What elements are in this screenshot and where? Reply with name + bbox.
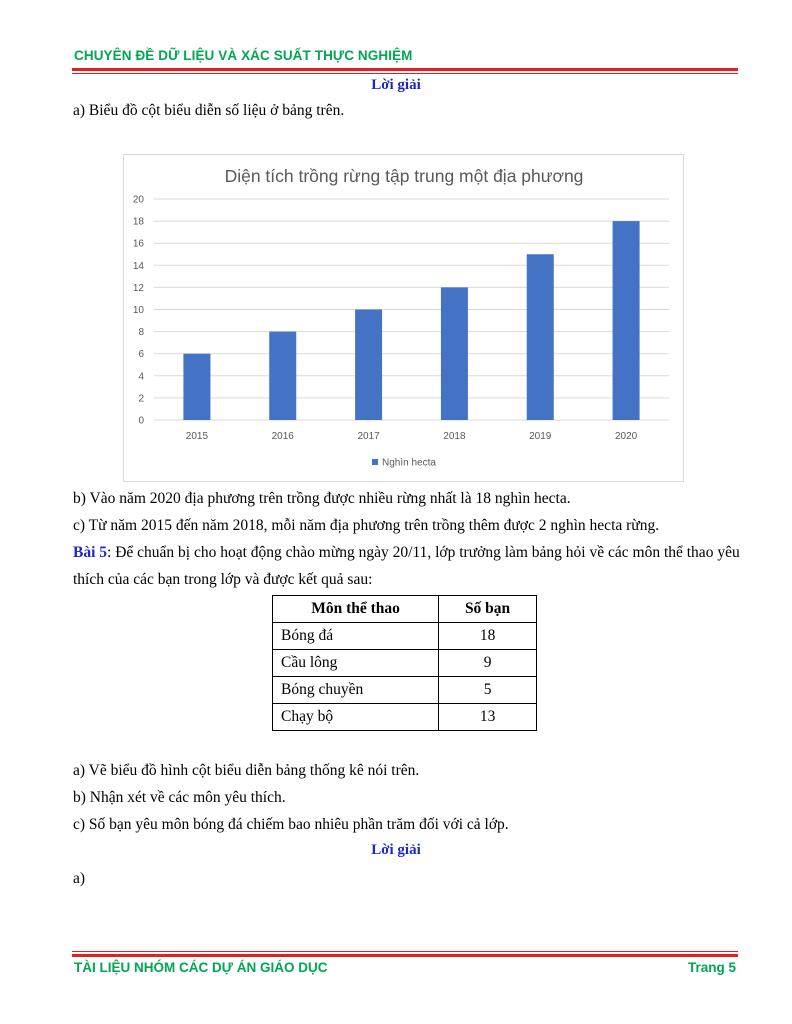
legend-label: Nghìn hecta xyxy=(382,457,436,469)
footer-rule-thick xyxy=(72,954,738,957)
x-tick-label: 2018 xyxy=(443,431,466,442)
bar xyxy=(613,221,640,420)
y-tick-label: 14 xyxy=(132,260,144,272)
header-title: CHUYÊN ĐỀ DỮ LIỆU VÀ XÁC SUẤT THỰC NGHIỆM xyxy=(74,48,413,63)
bai5-line1-text: : Để chuẩn bị cho hoạt động chào mừng ngày 20/11, lớp trưởng làm bảng hỏi về các môn thể thao yêu xyxy=(107,544,740,561)
header-rule-thin xyxy=(72,73,738,74)
bai5-question-a: a) Vẽ biểu đồ hình cột biểu diễn bảng thống kê nói trên. xyxy=(73,762,420,779)
bar xyxy=(527,254,554,420)
legend-swatch xyxy=(372,459,378,465)
y-tick-label: 10 xyxy=(132,305,144,316)
footer-page-number: Trang 5 xyxy=(687,960,736,975)
bai5-label: Bài 5 xyxy=(73,544,108,561)
table-header-row xyxy=(273,596,537,623)
bai5-intro-line2: thích của các bạn trong lớp và được kết quả sau: xyxy=(73,571,373,588)
x-tick-label: 2019 xyxy=(529,431,552,442)
table-row xyxy=(273,704,537,731)
table-row xyxy=(273,677,537,704)
y-tick-label: 6 xyxy=(138,349,144,361)
y-tick-label: 0 xyxy=(138,415,144,427)
chart-y-ticks xyxy=(133,195,145,427)
footer-rule-thin xyxy=(72,951,738,952)
chart-legend xyxy=(372,458,436,469)
table-header-count: Số bạn xyxy=(439,596,537,623)
sports-table xyxy=(272,595,537,731)
solution-heading: Lời giải xyxy=(371,77,421,93)
solution2-part-a: a) xyxy=(73,870,86,887)
bar xyxy=(269,332,296,420)
x-tick-label: 2015 xyxy=(185,431,209,442)
table-cell-count: 18 xyxy=(439,623,537,650)
y-tick-label: 8 xyxy=(138,327,144,339)
x-tick-label: 2016 xyxy=(271,431,294,442)
x-tick-label: 2020 xyxy=(614,431,638,442)
table-cell-count: 5 xyxy=(439,677,537,704)
chart-x-ticks xyxy=(186,431,638,442)
bar xyxy=(441,287,468,420)
table-header-sport: Môn thể thao xyxy=(273,596,439,623)
bai5-question-c: c) Số bạn yêu môn bóng đá chiếm bao nhiêu phần trăm đối với cả lớp. xyxy=(73,816,509,833)
header-rule-thick xyxy=(72,68,738,71)
y-tick-label: 12 xyxy=(132,282,144,294)
table-cell-sport: Bóng đá xyxy=(273,623,439,650)
table-row xyxy=(273,623,537,650)
footer-left: TÀI LIỆU NHÓM CÁC DỰ ÁN GIÁO DỤC xyxy=(74,960,328,975)
table-cell-sport: Chạy bộ xyxy=(273,704,439,731)
bai5-question-b: b) Nhận xét về các môn yêu thích. xyxy=(73,789,286,806)
solution-part-b: b) Vào năm 2020 địa phương trên trồng được nhiều rừng nhất là 18 nghìn hecta. xyxy=(73,490,571,507)
table-cell-count: 9 xyxy=(439,650,537,677)
y-tick-label: 18 xyxy=(132,216,144,228)
solution-part-c: c) Từ năm 2015 đến năm 2018, mỗi năm địa phương trên trồng thêm được 2 nghìn hecta rừng. xyxy=(73,517,660,534)
bar-chart xyxy=(123,154,684,482)
chart-gridlines xyxy=(154,199,669,420)
table-cell-count: 13 xyxy=(439,704,537,731)
solution-part-a: a) Biểu đồ cột biểu diễn số liệu ở bảng trên. xyxy=(73,102,345,119)
solution2-heading: Lời giải xyxy=(371,842,421,858)
chart-title: Diện tích trồng rừng tập trung một địa phương xyxy=(224,166,584,186)
chart-svg xyxy=(124,155,683,481)
table-row xyxy=(273,650,537,677)
bai5-intro-line1 xyxy=(73,544,740,562)
x-tick-label: 2017 xyxy=(357,431,380,442)
bar xyxy=(183,354,210,420)
table-cell-sport: Cầu lông xyxy=(273,650,439,677)
y-tick-label: 16 xyxy=(132,238,144,250)
y-tick-label: 4 xyxy=(138,371,144,383)
y-tick-label: 20 xyxy=(132,194,144,206)
y-tick-label: 2 xyxy=(138,393,144,405)
chart-bars xyxy=(183,221,639,420)
table-cell-sport: Bóng chuyền xyxy=(273,677,439,704)
bar xyxy=(355,310,382,421)
